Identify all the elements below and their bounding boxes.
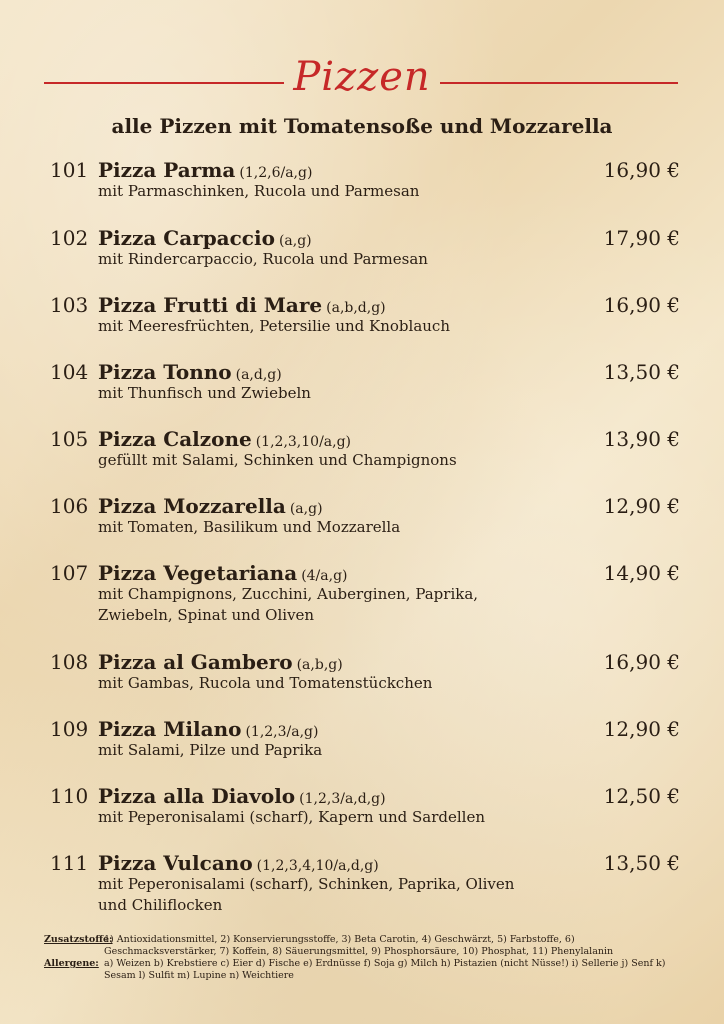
item-allergens: (1,2,3,10/a,g)	[255, 434, 352, 450]
item-number: 103	[50, 293, 89, 317]
item-description: mit Thunfisch und Zwiebeln	[98, 384, 311, 402]
item-allergens: (a,g)	[278, 233, 312, 249]
item-number: 105	[50, 427, 89, 451]
additives-note	[44, 934, 684, 958]
item-name: Pizza alla Diavolo	[98, 784, 296, 808]
item-allergens: (1,2,6/a,g)	[239, 165, 313, 181]
item-number: 107	[50, 561, 89, 585]
item-price: 12,90 €	[603, 717, 680, 741]
item-allergens: (1,2,3,4,10/a,d,g)	[256, 858, 379, 874]
item-allergens: (1,2,3/a,g)	[245, 724, 319, 740]
item-number: 101	[50, 158, 89, 182]
menu-subtitle: alle Pizzen mit Tomatensoße und Mozzarella	[111, 114, 613, 138]
item-price: 16,90 €	[603, 158, 680, 182]
item-number: 108	[50, 650, 89, 674]
item-description: mit Meeresfrüchten, Petersilie und Knoblauch	[98, 317, 450, 335]
item-name: Pizza Parma	[98, 158, 236, 182]
menu-title: Pizzen	[293, 54, 431, 100]
item-price: 13,90 €	[603, 427, 680, 451]
item-allergens: (a,g)	[289, 501, 323, 517]
item-price: 16,90 €	[603, 293, 680, 317]
item-price: 12,90 €	[603, 494, 680, 518]
item-name: Pizza Vegetariana	[98, 561, 298, 585]
menu-footer	[44, 934, 684, 982]
item-price: 14,90 €	[603, 561, 680, 585]
item-price: 12,50 €	[603, 784, 680, 808]
item-description: mit Peperonisalami (scharf), Kapern und Sardellen	[98, 808, 486, 826]
item-number: 106	[50, 494, 89, 518]
item-description: mit Rindercarpaccio, Rucola und Parmesan	[98, 250, 428, 268]
allergens-note	[44, 958, 684, 982]
item-price: 16,90 €	[603, 650, 680, 674]
item-description: mit Parmaschinken, Rucola und Parmesan	[98, 182, 420, 200]
item-allergens: (a,b,g)	[296, 657, 343, 673]
additives-label: Zusatzstoffe:	[44, 934, 113, 945]
title-rule-left	[44, 82, 284, 84]
item-description: mit Gambas, Rucola und Tomatenstückchen	[98, 674, 433, 692]
item-name: Pizza Frutti di Mare	[98, 293, 323, 317]
item-number: 104	[50, 360, 89, 384]
item-name: Pizza al Gambero	[98, 650, 293, 674]
menu-header	[0, 52, 724, 102]
item-allergens: (4/a,g)	[301, 568, 348, 584]
item-price: 13,50 €	[603, 851, 680, 875]
item-name: Pizza Calzone	[98, 427, 252, 451]
item-description: gefüllt mit Salami, Schinken und Champignons	[98, 451, 457, 469]
item-name: Pizza Carpaccio	[98, 226, 275, 250]
item-description: mit Salami, Pilze und Paprika	[98, 741, 323, 759]
item-name: Pizza Mozzarella	[98, 494, 286, 518]
item-allergens: (a,b,d,g)	[326, 300, 386, 316]
item-number: 111	[50, 851, 89, 875]
item-allergens: (1,2,3/a,d,g)	[299, 791, 386, 807]
item-number: 109	[50, 717, 89, 741]
additives-text: 1) Antioxidationsmittel, 2) Konservierungsstoffe, 3) Beta Carotin, 4) Geschwärzt, 5) Farbstoffe, 6) Geschmacksverstärker, 7) Koffein, 8) Säuerungsmittel, 9) Phosphorsäure, 10) Phosphat, 11) Phenylalanin	[104, 934, 614, 957]
item-name: Pizza Milano	[98, 717, 242, 741]
item-description: mit Peperonisalami (scharf), Schinken, Paprika, Oliven und Chiliflocken	[98, 875, 515, 914]
allergens-label: Allergene:	[44, 958, 99, 969]
item-number: 110	[50, 784, 89, 808]
item-price: 13,50 €	[603, 360, 680, 384]
allergens-text: a) Weizen b) Krebstiere c) Eier d) Fische e) Erdnüsse f) Soja g) Milch h) Pistazien (nicht Nüsse!) i) Sellerie j) Senf k) Sesam l) Sulfit m) Lupine n) Weichtiere	[104, 958, 666, 981]
item-allergens: (a,d,g)	[235, 367, 282, 383]
item-price: 17,90 €	[603, 226, 680, 250]
item-name: Pizza Tonno	[98, 360, 232, 384]
title-rule-right	[440, 82, 678, 84]
item-number: 102	[50, 226, 89, 250]
item-description: mit Champignons, Zucchini, Auberginen, Paprika, Zwiebeln, Spinat und Oliven	[98, 585, 479, 624]
item-name: Pizza Vulcano	[98, 851, 253, 875]
item-description: mit Tomaten, Basilikum und Mozzarella	[98, 518, 401, 536]
